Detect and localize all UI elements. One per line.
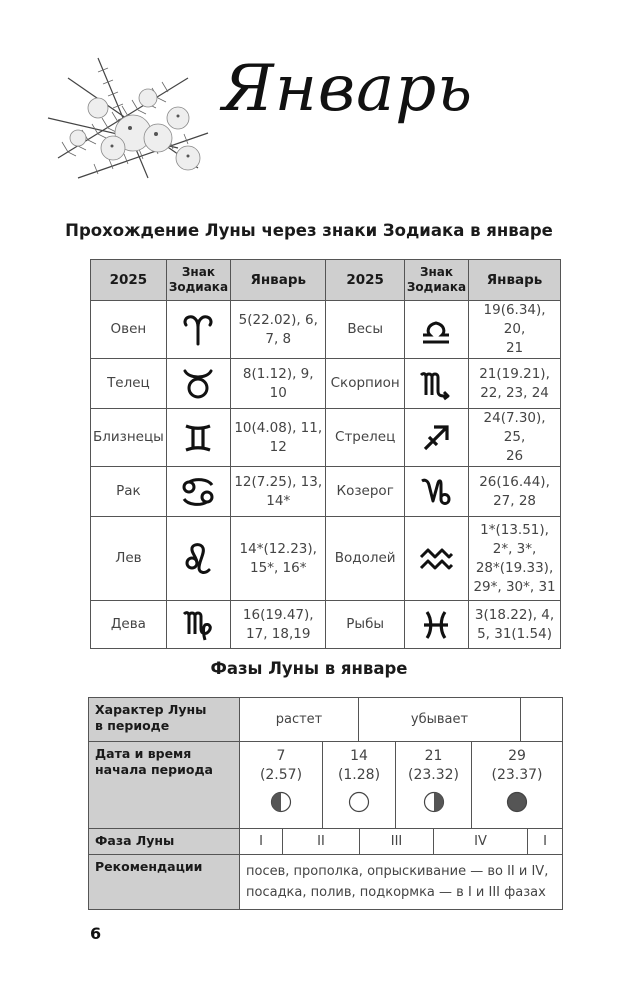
leo-icon <box>166 517 230 601</box>
phase-1: I <box>259 834 263 849</box>
sign-name: Весы <box>326 301 404 359</box>
phases-section-title: Фазы Луны в январе <box>210 659 408 678</box>
gemini-icon <box>166 409 230 467</box>
zodiac-table <box>90 259 561 649</box>
sign-name: Водолей <box>326 517 404 601</box>
table-row <box>91 359 561 409</box>
dates-cell: 14*(12.23), 15*, 16* <box>231 517 326 601</box>
table-row <box>91 601 561 649</box>
table-row <box>91 409 561 467</box>
character-row <box>89 698 563 742</box>
first-quarter-moon-icon <box>270 791 292 813</box>
cancer-icon <box>166 467 230 517</box>
year-header-right: 2025 <box>326 260 404 301</box>
virgo-icon <box>166 601 230 649</box>
zodiac-section-title: Прохождение Луны через знаки Зодиака в январе <box>65 221 553 240</box>
sign-header-right: Знак Зодиака <box>404 260 468 301</box>
sign-name: Телец <box>91 359 167 409</box>
sign-name: Лев <box>91 517 167 601</box>
capricorn-icon <box>404 467 468 517</box>
phase-2: II <box>283 829 360 854</box>
taurus-icon <box>166 359 230 409</box>
table-row <box>91 467 561 517</box>
recommendations-row <box>89 855 563 910</box>
dates-cell: 1*(13.51), 2*, 3*, 28*(19.33), 29*, 30*, 31 <box>469 517 561 601</box>
sign-name: Скорпион <box>326 359 404 409</box>
period-2: 14 (1.28) <box>323 742 396 828</box>
aries-icon <box>166 301 230 359</box>
dates-cell: 16(19.47), 17, 18,19 <box>231 601 326 649</box>
sign-header-left: Знак Зодиака <box>166 260 230 301</box>
period-3: 21 (23.32) <box>396 742 472 828</box>
page-title: Январь <box>222 52 474 126</box>
datetime-label: Дата и время начала периода <box>89 742 240 829</box>
sign-name: Рыбы <box>326 601 404 649</box>
period-1: 7 (2.57) <box>240 742 323 828</box>
recommendations-text: посев, прополка, опрыскивание — во II и IV, посадка, полив, подкормка — в I и III фазах <box>240 855 563 910</box>
libra-icon <box>404 301 468 359</box>
recommendations-label: Рекомендации <box>89 855 240 910</box>
month-header-left: Январь <box>231 260 326 301</box>
sagittarius-icon <box>404 409 468 467</box>
phase-label: Фаза Луны <box>89 829 240 855</box>
last-quarter-moon-icon <box>423 791 445 813</box>
character-label: Характер Луны в периоде <box>89 698 240 742</box>
character-growing: растет <box>275 712 323 727</box>
character-empty <box>521 698 563 741</box>
month-header-right: Январь <box>469 260 561 301</box>
zodiac-header-row <box>91 260 561 301</box>
dates-cell: 12(7.25), 13, 14* <box>231 467 326 517</box>
phase-5: I <box>528 829 563 854</box>
scorpio-icon <box>404 359 468 409</box>
dates-cell: 24(7.30), 25, 26 <box>469 409 561 467</box>
dates-cell: 3(18.22), 4, 5, 31(1.54) <box>469 601 561 649</box>
dates-cell: 8(1.12), 9, 10 <box>231 359 326 409</box>
dates-cell: 26(16.44), 27, 28 <box>469 467 561 517</box>
phase-row <box>89 829 563 855</box>
sign-name: Овен <box>91 301 167 359</box>
sign-name: Дева <box>91 601 167 649</box>
moon-phase-table <box>88 697 563 910</box>
sign-name: Рак <box>91 467 167 517</box>
dates-cell: 5(22.02), 6, 7, 8 <box>231 301 326 359</box>
pisces-icon <box>404 601 468 649</box>
page-number: 6 <box>90 924 102 943</box>
dates-cell: 10(4.08), 11, 12 <box>231 409 326 467</box>
new-moon-icon <box>506 791 528 813</box>
dates-cell: 21(19.21), 22, 23, 24 <box>469 359 561 409</box>
character-waning: убывает <box>359 698 521 741</box>
fir-branch-illustration <box>38 38 224 196</box>
phase-3: III <box>360 829 434 854</box>
dates-cell: 19(6.34), 20, 21 <box>469 301 561 359</box>
sign-name: Стрелец <box>326 409 404 467</box>
aquarius-icon <box>404 517 468 601</box>
period-4: 29 (23.37) <box>472 742 563 828</box>
table-row <box>91 517 561 601</box>
full-moon-icon <box>348 791 370 813</box>
datetime-row <box>89 742 563 829</box>
table-row <box>91 301 561 359</box>
year-header-left: 2025 <box>91 260 167 301</box>
phase-4: IV <box>434 829 528 854</box>
sign-name: Козерог <box>326 467 404 517</box>
sign-name: Близнецы <box>91 409 167 467</box>
